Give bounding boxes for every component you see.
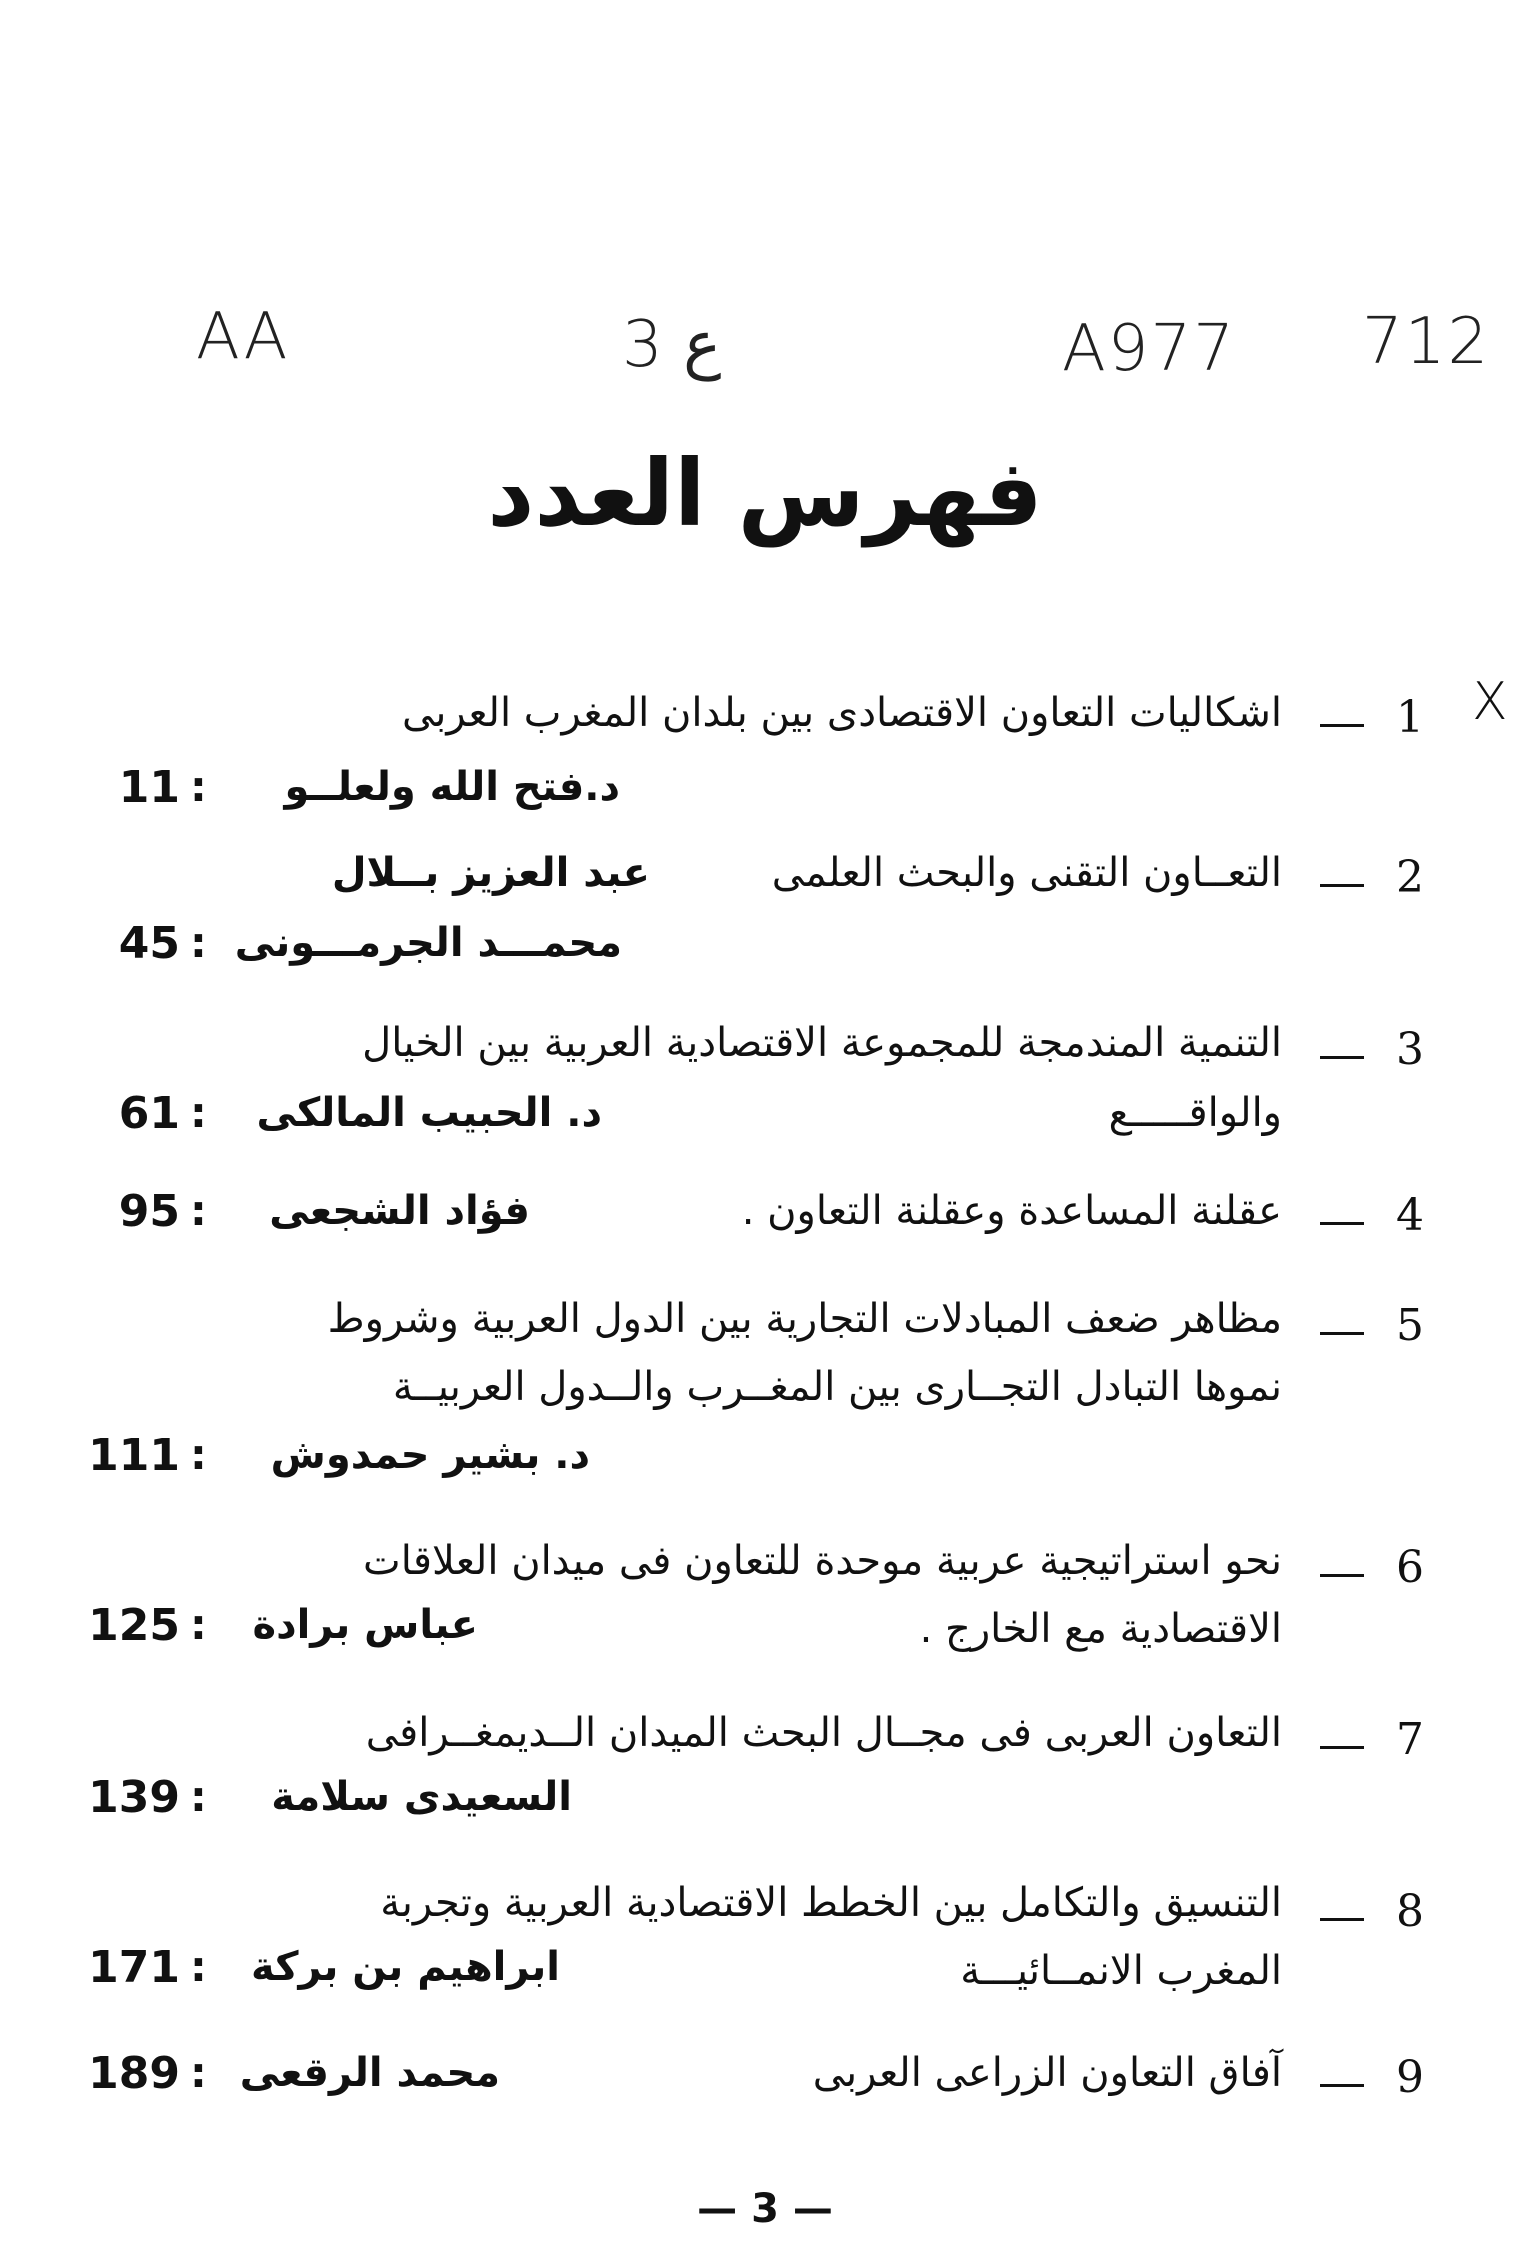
entry-dash bbox=[1320, 1574, 1364, 1577]
separator: : bbox=[190, 1088, 207, 1137]
entry-title-line: مظاهر ضعف المبادلات التجارية بين الدول العربية وشروط bbox=[327, 1296, 1282, 1342]
entry-page-number: 95 bbox=[118, 1186, 180, 1237]
entry-number: 7 bbox=[1396, 1714, 1424, 1765]
entry-title-line: التنسيق والتكامل بين الخطط الاقتصادية العربية وتجربة bbox=[380, 1880, 1282, 1926]
page-footer-number: — 3 — bbox=[697, 2186, 833, 2232]
separator: : bbox=[190, 1600, 207, 1649]
entry-title-line: اشكاليات التعاون الاقتصادى بين بلدان المغرب العربى bbox=[401, 690, 1282, 736]
entry-page-number: 125 bbox=[88, 1600, 180, 1651]
entry-title-line: نموها التبادل التجــارى بين المغــرب والــدول العربيــة bbox=[392, 1364, 1282, 1410]
entry-title-line: المغرب الانمــائيـــة bbox=[960, 1948, 1282, 1994]
handwritten-x-mark: X bbox=[1472, 672, 1508, 732]
entry-title-line: التعــاون التقنى والبحث العلمى bbox=[771, 850, 1282, 896]
entry-author: فؤاد الشجعى bbox=[269, 1188, 530, 1234]
separator: : bbox=[190, 1772, 207, 1821]
entry-page-number: 171 bbox=[88, 1942, 180, 1993]
entry-number: 5 bbox=[1396, 1300, 1424, 1351]
entry-author: عبد العزيز بــلال bbox=[331, 850, 650, 896]
entry-author: محمـــد الجرمـــونى bbox=[234, 920, 622, 966]
entry-page-number: 189 bbox=[88, 2048, 180, 2099]
entry-author: عباس برادة bbox=[252, 1602, 478, 1648]
entry-number: 9 bbox=[1396, 2052, 1424, 2103]
separator: : bbox=[190, 918, 207, 967]
entry-number: 1 bbox=[1396, 692, 1424, 743]
entry-number: 8 bbox=[1396, 1886, 1424, 1937]
entry-page-number: 11 bbox=[118, 762, 180, 813]
entry-title-line: عقلنة المساعدة وعقلنة التعاون . bbox=[741, 1188, 1282, 1234]
separator: : bbox=[190, 1430, 207, 1479]
separator: : bbox=[190, 762, 207, 811]
entry-page-number: 45 bbox=[118, 918, 180, 969]
entry-dash bbox=[1320, 1918, 1364, 1921]
entry-number: 4 bbox=[1396, 1190, 1424, 1241]
separator: : bbox=[190, 1186, 207, 1235]
handwritten-note-4: 712 bbox=[1362, 305, 1491, 379]
entry-dash bbox=[1320, 1332, 1364, 1335]
entry-dash bbox=[1320, 884, 1364, 887]
separator: : bbox=[190, 1942, 207, 1991]
entry-title-line: نحو استراتيجية عربية موحدة للتعاون فى ميدان العلاقات bbox=[363, 1538, 1282, 1584]
entry-number: 6 bbox=[1396, 1542, 1424, 1593]
entry-page-number: 139 bbox=[88, 1772, 180, 1823]
entry-author: د. بشير حمدوش bbox=[270, 1432, 590, 1478]
handwritten-note-1: AA bbox=[196, 300, 290, 374]
entry-title-line: آفاق التعاون الزراعى العربى bbox=[812, 2050, 1282, 2096]
entry-title-line: التعاون العربى فى مجــال البحث الميدان الــديمغــرافى bbox=[365, 1710, 1282, 1756]
entry-dash bbox=[1320, 2084, 1364, 2087]
entry-title-line: والواقـــــع bbox=[1108, 1090, 1282, 1136]
entry-title-line: التنمية المندمجة للمجموعة الاقتصادية العربية بين الخيال bbox=[362, 1020, 1282, 1066]
page-title: فهرس العدد bbox=[487, 440, 1043, 547]
entry-dash bbox=[1320, 1056, 1364, 1059]
entry-author: د.فتح الله ولعلــو bbox=[284, 764, 620, 810]
handwritten-note-3: A977 bbox=[1062, 312, 1236, 386]
entry-title-line: الاقتصادية مع الخارج . bbox=[919, 1606, 1282, 1652]
handwritten-note-2: 3 ع bbox=[622, 308, 722, 382]
entry-dash bbox=[1320, 1746, 1364, 1749]
entry-page-number: 111 bbox=[88, 1430, 180, 1481]
separator: : bbox=[190, 2048, 207, 2097]
entry-author: محمد الرقعى bbox=[239, 2050, 500, 2096]
entry-number: 2 bbox=[1396, 852, 1424, 903]
entry-author: السعيدى سلامة bbox=[271, 1774, 572, 1820]
entry-number: 3 bbox=[1396, 1024, 1424, 1075]
entry-author: د. الحبيب المالكى bbox=[256, 1090, 602, 1136]
entry-author: ابراهيم بن بركة bbox=[250, 1944, 560, 1990]
entry-dash bbox=[1320, 724, 1364, 727]
entry-page-number: 61 bbox=[118, 1088, 180, 1139]
entry-dash bbox=[1320, 1222, 1364, 1225]
